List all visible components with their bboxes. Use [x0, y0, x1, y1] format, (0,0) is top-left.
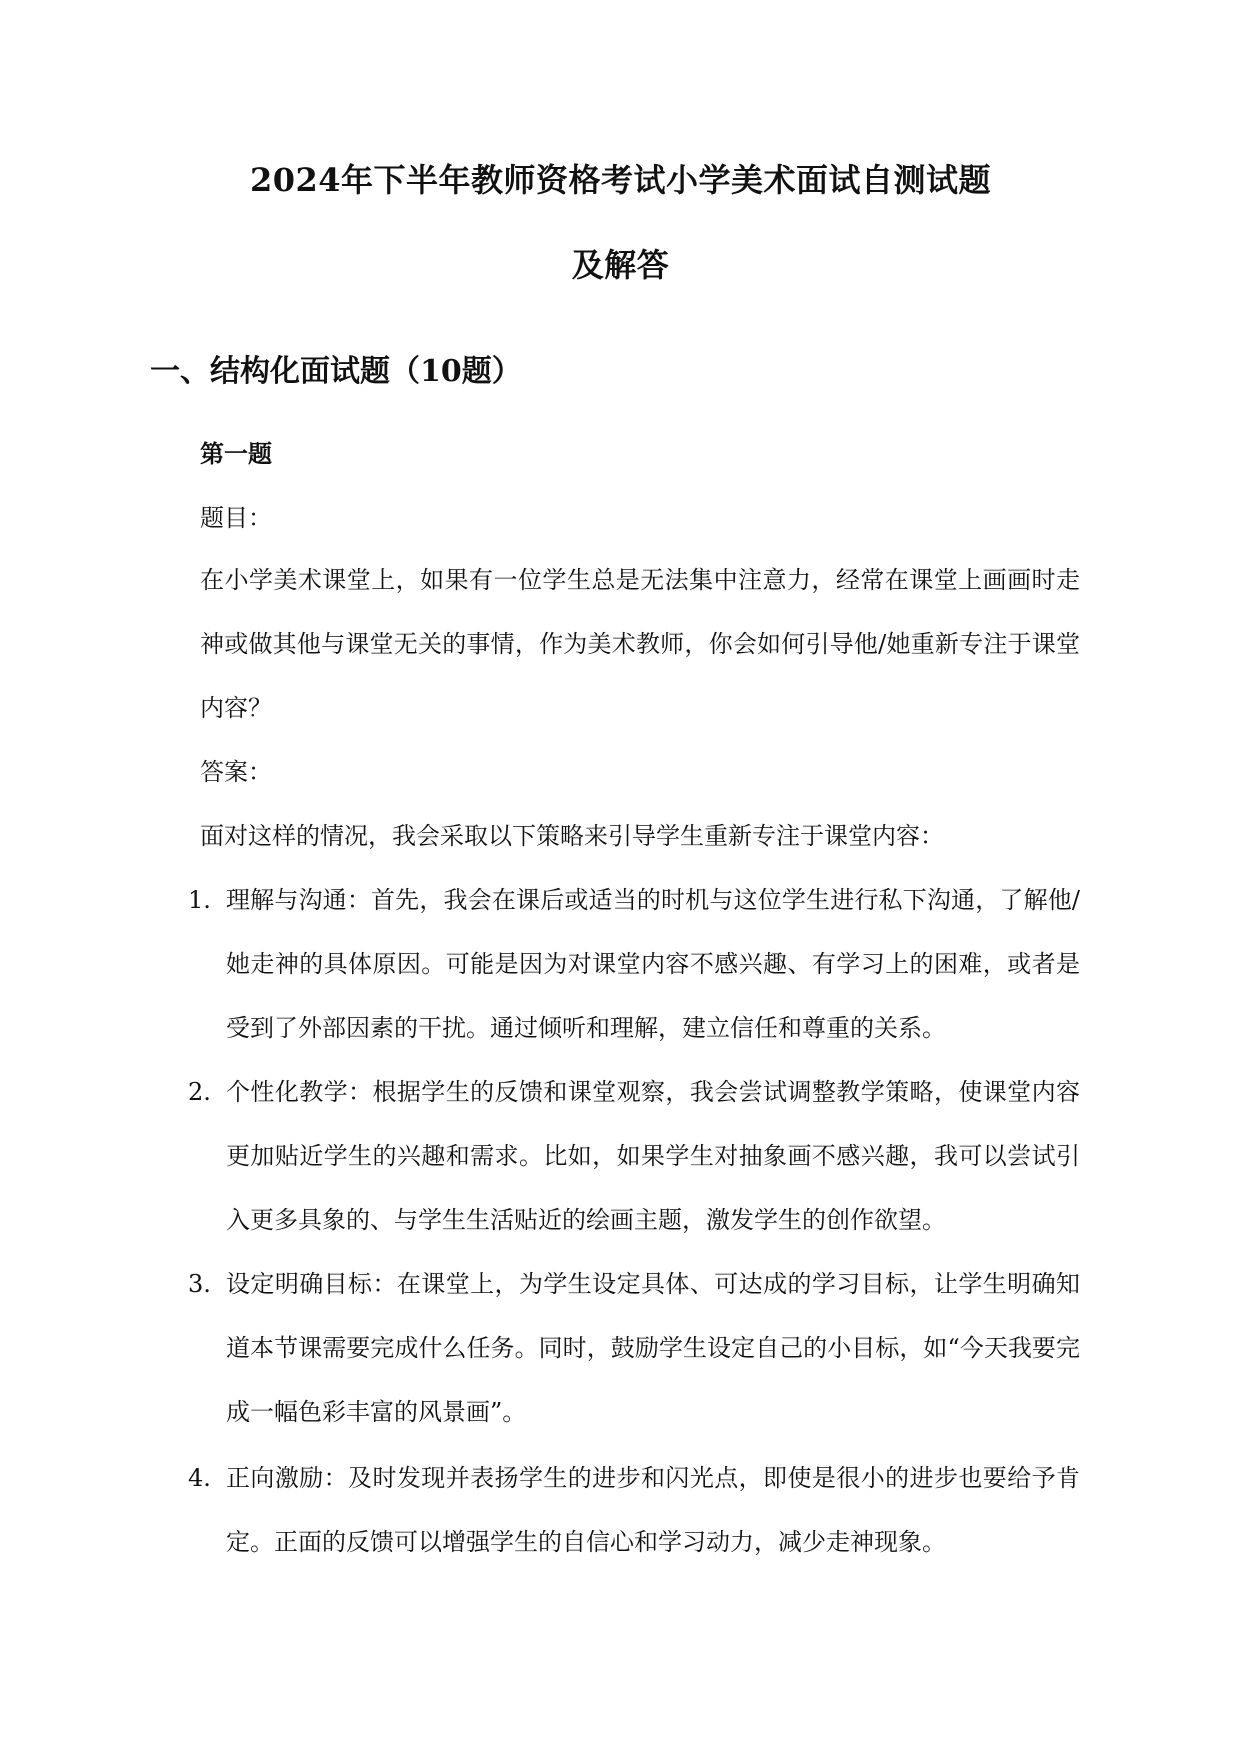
document-title: 2024年下半年教师资格考试小学美术面试自测试题 — [249, 161, 992, 199]
question-text: 在小学美术课堂上，如果有一位学生总是无法集中注意力，经常在课堂上画画时走神或做其他与课堂无关的事情，作为美术教师，你会如何引导他/她重新专注于课堂内容？ — [200, 566, 1080, 722]
document-title-continued: 及解答 — [571, 246, 670, 284]
list-item-number: 4. — [188, 1464, 211, 1492]
answer-label: 答案： — [200, 758, 272, 786]
question-label: 题目： — [200, 504, 272, 532]
list-item-number: 1. — [188, 886, 211, 914]
answer-intro: 面对这样的情况，我会采取以下策略来引导学生重新专注于课堂内容： — [200, 822, 944, 850]
list-item-number: 2. — [188, 1078, 211, 1106]
list-item-text: 正向激励：及时发现并表扬学生的进步和闪光点，即使是很小的进步也要给予肯定。正面的反馈可以增强学生的自信心和学习动力，减少走神现象。 — [226, 1464, 1080, 1556]
section-heading: 一、结构化面试题（10题） — [150, 354, 522, 389]
list-item-text: 理解与沟通：首先，我会在课后或适当的时机与这位学生进行私下沟通，了解他/她走神的具体原因。可能是因为对课堂内容不感兴趣、有学习上的困难，或者是受到了外部因素的干扰。通过倾听和理解，建立信任和尊重的关系。 — [226, 886, 1080, 1042]
list-item-number: 3. — [188, 1270, 211, 1298]
question-heading: 第一题 — [200, 439, 272, 468]
list-item-text: 个性化教学：根据学生的反馈和课堂观察，我会尝试调整教学策略，使课堂内容更加贴近学生的兴趣和需求。比如，如果学生对抽象画不感兴趣，我可以尝试引入更多具象的、与学生生活贴近的绘画主题，激发学生的创作欲望。 — [226, 1078, 1080, 1234]
list-item-text: 设定明确目标：在课堂上，为学生设定具体、可达成的学习目标，让学生明确知道本节课需要完成什么任务。同时，鼓励学生设定自己的小目标，如“今天我要完成一幅色彩丰富的风景画”。 — [226, 1270, 1080, 1426]
